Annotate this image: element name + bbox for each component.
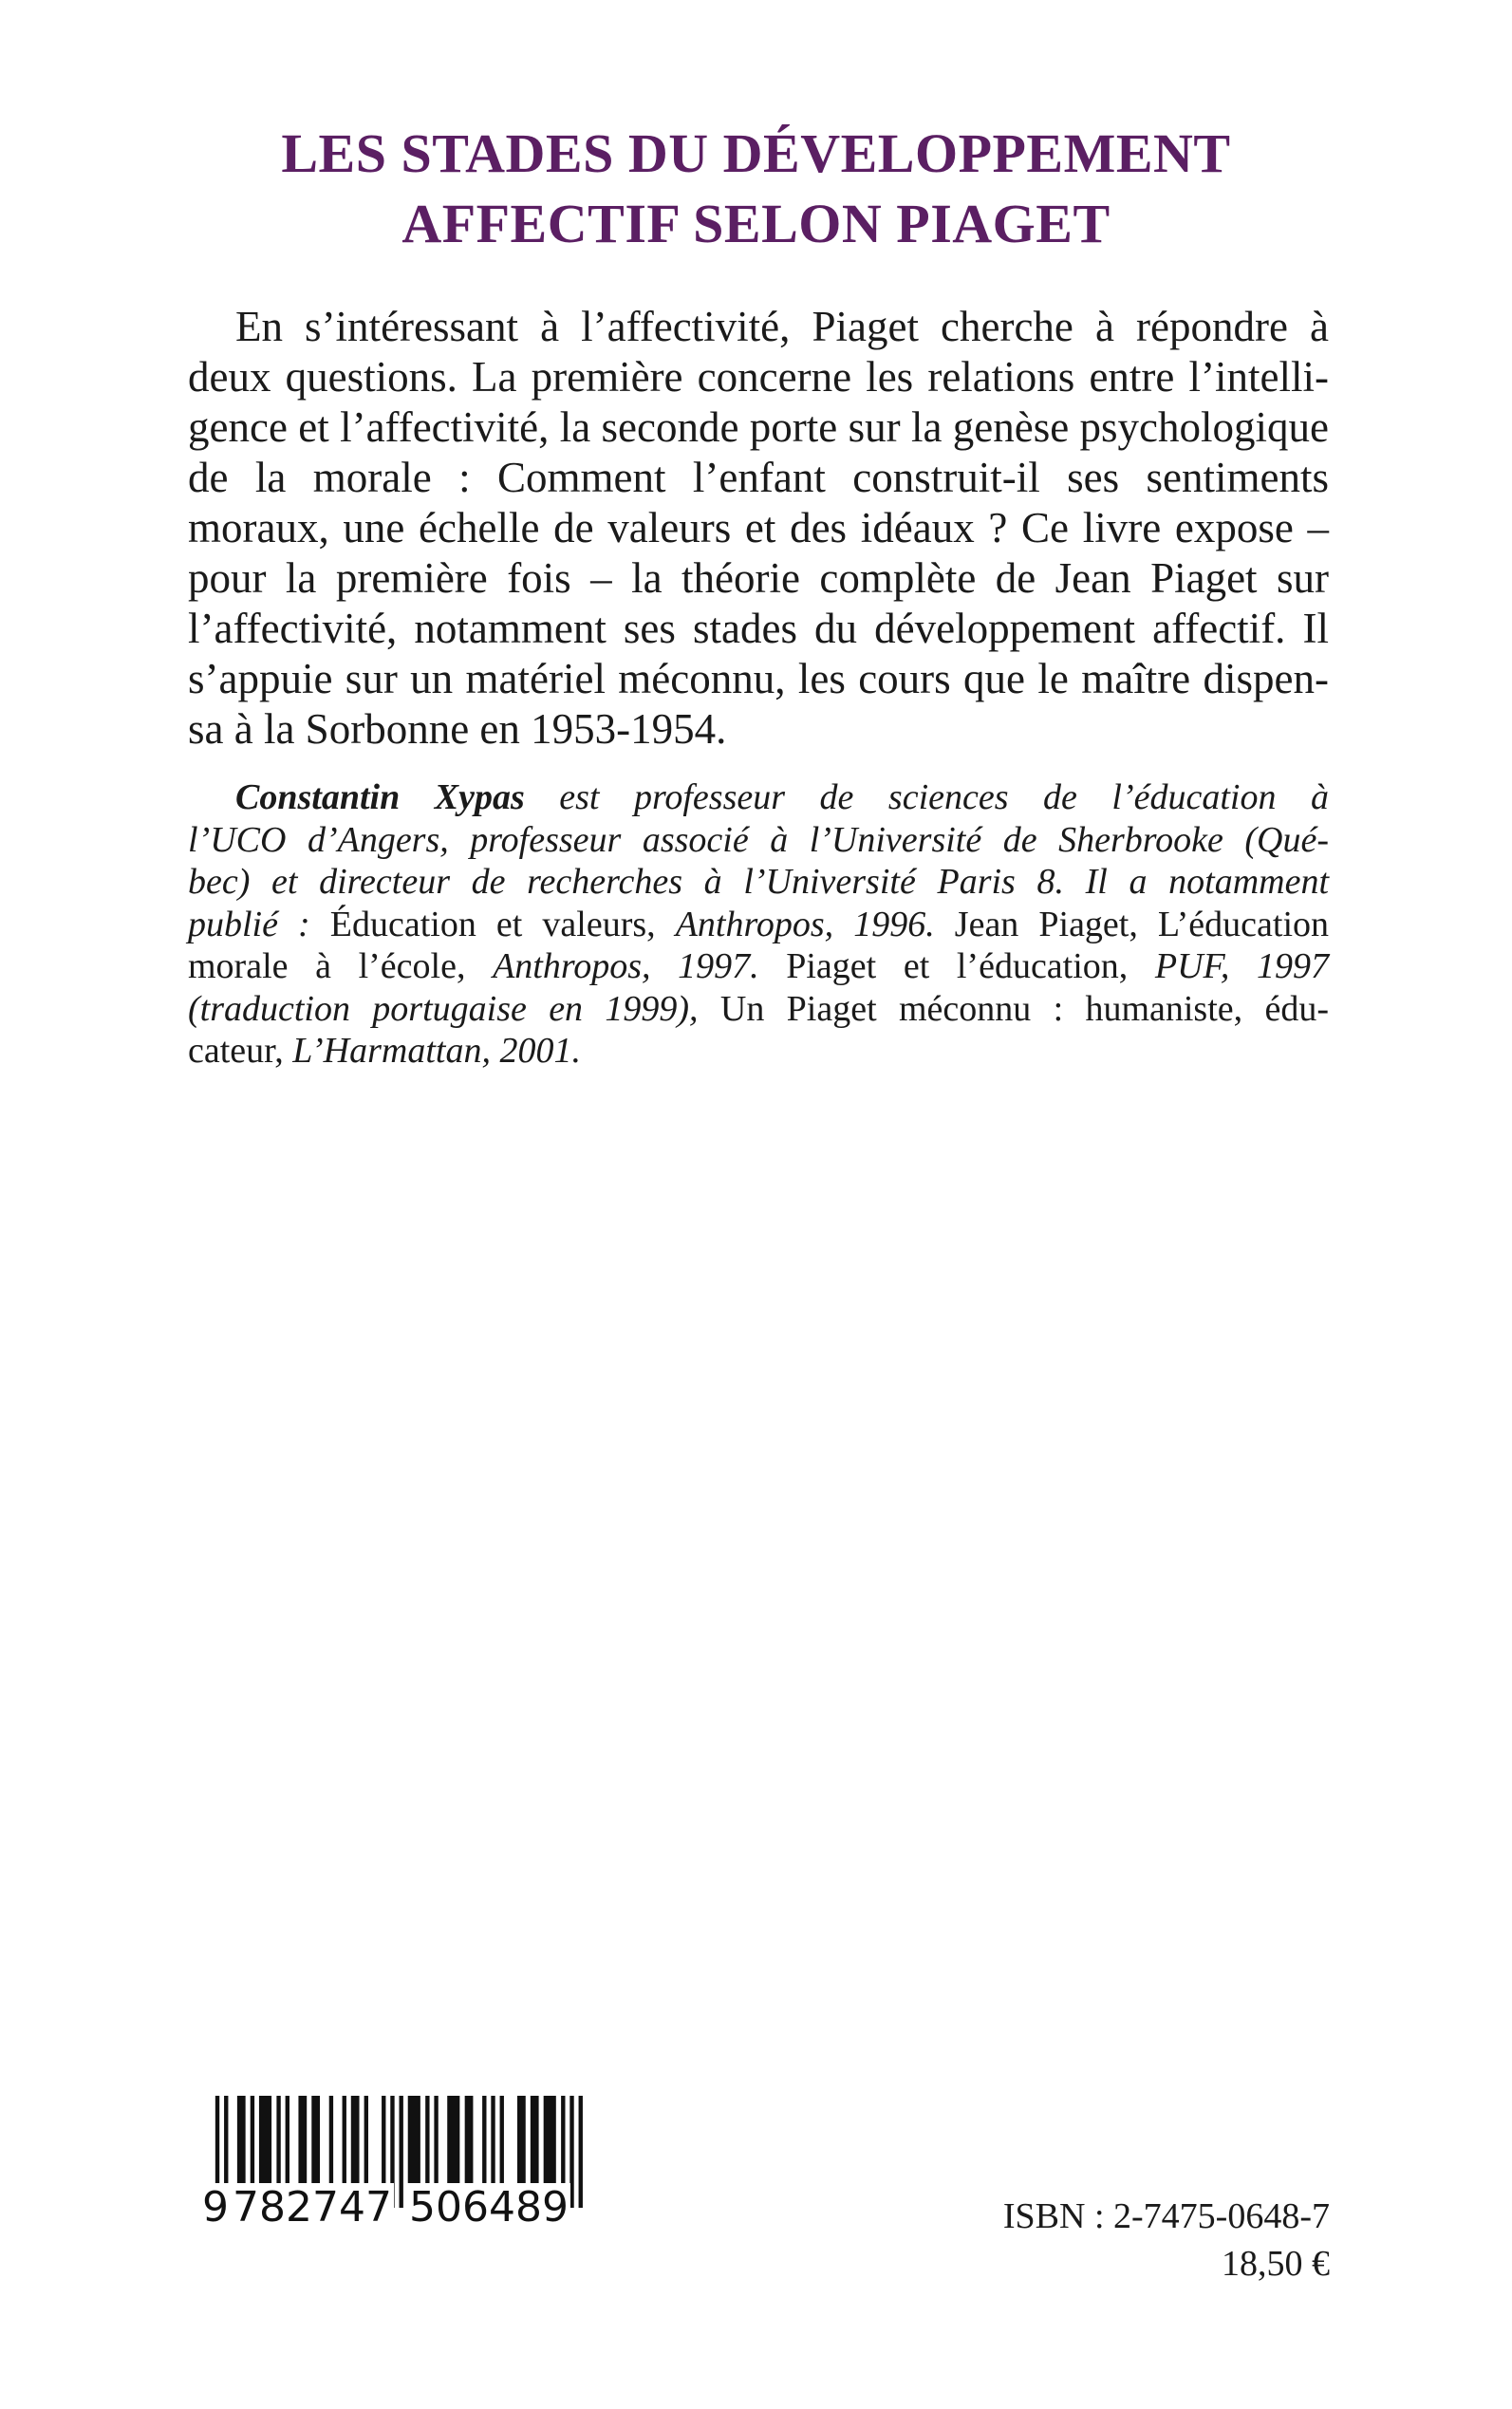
book-title (0, 119, 1512, 259)
barcode-bar (517, 2096, 526, 2183)
barcode-bar (579, 2096, 583, 2208)
price: 18,50 € (1222, 2244, 1330, 2284)
barcode-bar (482, 2096, 486, 2183)
barcode-bar (434, 2096, 438, 2183)
book-title-ref: Éducation et valeurs, (329, 904, 676, 944)
bio-line (188, 988, 1329, 1031)
barcode-bar (569, 2096, 573, 2208)
bio-line (188, 1030, 1329, 1073)
barcode-bar (382, 2096, 385, 2183)
barcode-bar (491, 2096, 495, 2183)
barcode-bar (311, 2096, 320, 2183)
synopsis-line: pour la première fois – la théorie complète de Jean Piaget sur (188, 554, 1329, 602)
synopsis-line: l’affectivité, notamment ses stades du développement affectif. Il (188, 605, 1329, 652)
barcode-bar (500, 2096, 504, 2183)
publisher-ref: L’Harmattan, 2001. (292, 1031, 581, 1071)
publisher-ref: PUF, 1997 (1154, 946, 1329, 986)
barcode-bar (425, 2096, 429, 2183)
book-title-ref: Piaget et l’éducation, (758, 946, 1155, 986)
book-title-ref: morale à l’école, (188, 946, 494, 986)
bio-text: publié : (188, 904, 330, 944)
synopsis-paragraph (188, 302, 1329, 755)
barcode-bar (259, 2096, 271, 2183)
synopsis-line: deux questions. La première concerne les relations entre l’intelli- (188, 353, 1329, 401)
bio-text: est professeur de sciences de l’éducation à (524, 777, 1329, 817)
barcode-bar (561, 2096, 565, 2183)
publisher-ref: Anthropos, 1997. (493, 946, 759, 986)
barcode-bar (400, 2096, 403, 2208)
book-title-ref: cateur, (188, 1031, 293, 1071)
barcode-bar (343, 2096, 346, 2183)
book-title-ref: Un Piaget méconnu : humaniste, édu- (698, 988, 1329, 1029)
author-name: Constantin Xypas (235, 777, 525, 817)
title-line-1: LES STADES DU DÉVELOPPEMENT (281, 122, 1231, 184)
book-title-ref: Jean Piaget, L’éducation (934, 904, 1330, 944)
publisher-ref: Anthropos, 1996. (675, 904, 935, 944)
synopsis-line: En s’intéressant à l’affectivité, Piaget cherche à répondre à (235, 303, 1329, 350)
synopsis-line: moraux, une échelle de valeurs et des idéaux ? Ce livre expose – (188, 504, 1329, 551)
barcode-bar (531, 2096, 539, 2183)
synopsis-line: gence et l’affectivité, la seconde porte sur la genèse psychologique (188, 403, 1329, 451)
barcode-bar (408, 2096, 420, 2183)
synopsis-line: s’appuie sur un matériel méconnu, les cours que le maître dispen- (188, 655, 1329, 702)
bio-line: l’UCO d’Angers, professeur associé à l’Université de Sherbrooke (Qué- (188, 819, 1329, 860)
isbn: ISBN : 2-7475-0648-7 (1002, 2196, 1330, 2236)
synopsis-line: sa à la Sorbonne en 1953-1954. (188, 705, 727, 753)
bio-line (188, 904, 1329, 946)
barcode-bar (544, 2096, 556, 2183)
barcode-bar (465, 2096, 474, 2183)
bio-line (188, 776, 1329, 819)
barcode-bar (447, 2096, 459, 2183)
barcode-bar (351, 2096, 360, 2183)
synopsis-line: de la morale : Comment l’enfant construit-il ses sentiments (188, 454, 1329, 501)
publisher-ref: (traduction portugaise en 1999), (188, 988, 699, 1029)
barcode-bar (329, 2096, 333, 2183)
barcode-bar (286, 2096, 289, 2183)
author-bio (188, 776, 1329, 1073)
barcode-digit-group: 506489 (409, 2183, 569, 2232)
barcode-bar (276, 2096, 280, 2183)
barcode-bar (237, 2096, 246, 2183)
bio-line (188, 945, 1329, 988)
barcode-bar (251, 2096, 254, 2183)
barcode-digit-group: 782747 (233, 2183, 392, 2232)
bio-line: bec) et directeur de recherches à l’Université Paris 8. Il a notamment (188, 862, 1329, 902)
barcode-bar (298, 2096, 307, 2183)
title-line-2: AFFECTIF SELON PIAGET (401, 193, 1111, 254)
barcode-first-digit: 9 (202, 2183, 229, 2232)
barcode-bar (364, 2096, 368, 2183)
